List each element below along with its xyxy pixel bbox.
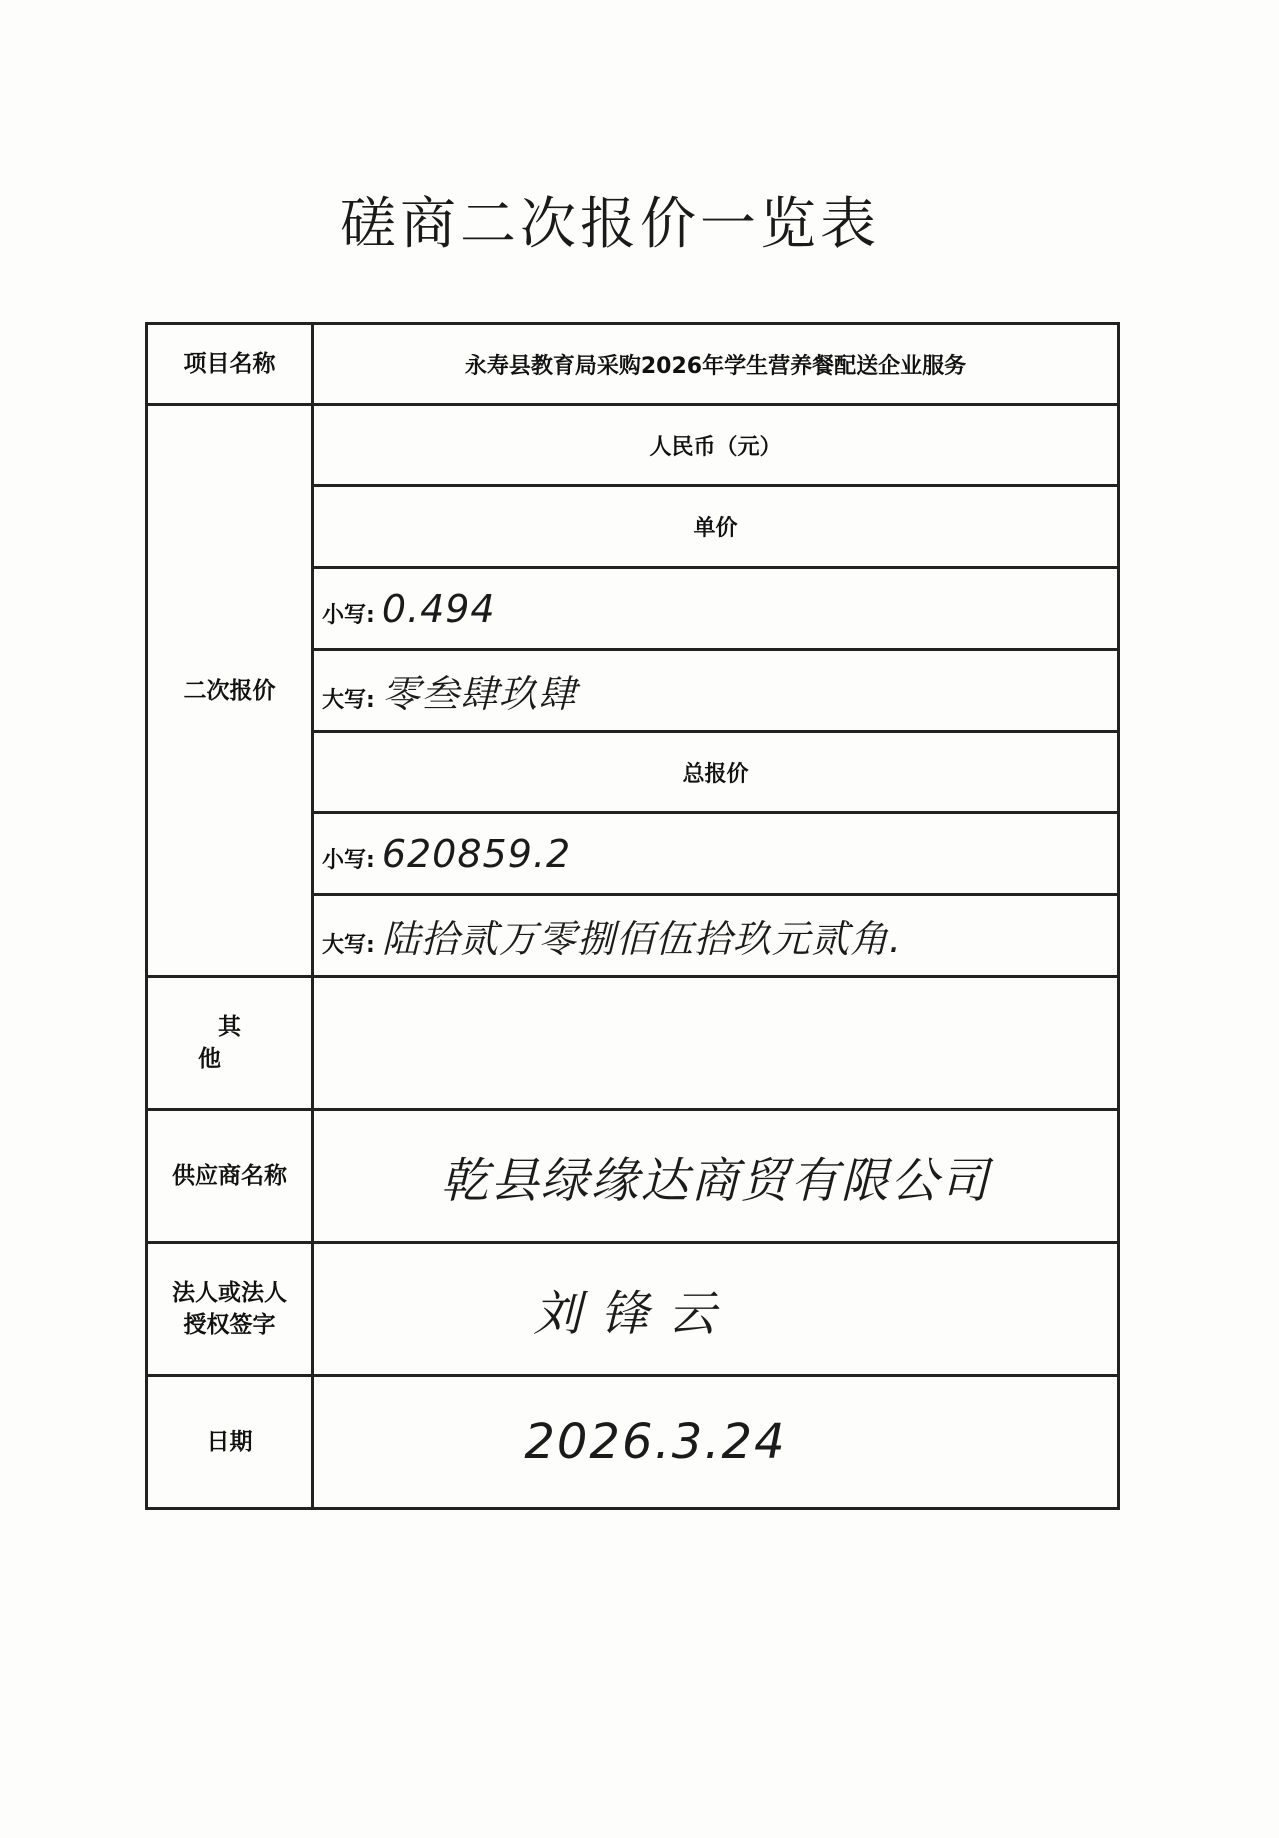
unit-price-upper-value: 零叁肆玖肆: [381, 672, 577, 716]
supplier-value-cell: [313, 1110, 1119, 1243]
row-signature: [147, 1243, 1119, 1376]
other-value: [313, 977, 1119, 1110]
total-price-upper-value: 陆拾贰万零捌佰伍拾玖元贰角.: [381, 917, 902, 961]
unit-price-upper-cell: [313, 650, 1119, 732]
project-name-label: 项目名称: [147, 324, 313, 405]
date-value-cell: [313, 1376, 1119, 1509]
total-price-lower-cell: [313, 813, 1119, 895]
unit-price-lower-label: 小写:: [322, 602, 375, 628]
unit-price-lower-value: 0.494: [381, 586, 496, 631]
total-price-upper-cell: [313, 895, 1119, 977]
signature-value: 刘 锋 云: [533, 1285, 718, 1342]
unit-price-lower-cell: [313, 568, 1119, 650]
signature-value-cell: [313, 1243, 1119, 1376]
supplier-value: 乾县绿缘达商贸有限公司: [440, 1152, 991, 1209]
row-project-name: [147, 324, 1119, 405]
signature-label: 法人或法人授权签字: [147, 1243, 313, 1376]
row-supplier: [147, 1110, 1119, 1243]
unit-price-upper-label: 大写:: [322, 688, 375, 713]
document-title: 磋商二次报价一览表: [340, 192, 880, 257]
second-quote-label: 二次报价: [147, 405, 313, 977]
unit-price-header: 单价: [313, 486, 1119, 568]
supplier-label: 供应商名称: [147, 1110, 313, 1243]
date-value: 2026.3.24: [524, 1414, 787, 1470]
row-date: [147, 1376, 1119, 1509]
project-name-value: 永寿县教育局采购2026年学生营养餐配送企业服务: [313, 324, 1119, 405]
date-label: 日期: [147, 1376, 313, 1509]
total-price-upper-label: 大写:: [322, 933, 375, 958]
total-price-header: 总报价: [313, 732, 1119, 813]
currency-header: 人民币（元）: [313, 405, 1119, 486]
row-currency: [147, 405, 1119, 486]
total-price-lower-label: 小写:: [322, 847, 375, 873]
row-other: [147, 977, 1119, 1110]
other-label: 其 他: [147, 977, 313, 1110]
total-price-lower-value: 620859.2: [381, 831, 572, 876]
quote-table: [145, 322, 1120, 1510]
